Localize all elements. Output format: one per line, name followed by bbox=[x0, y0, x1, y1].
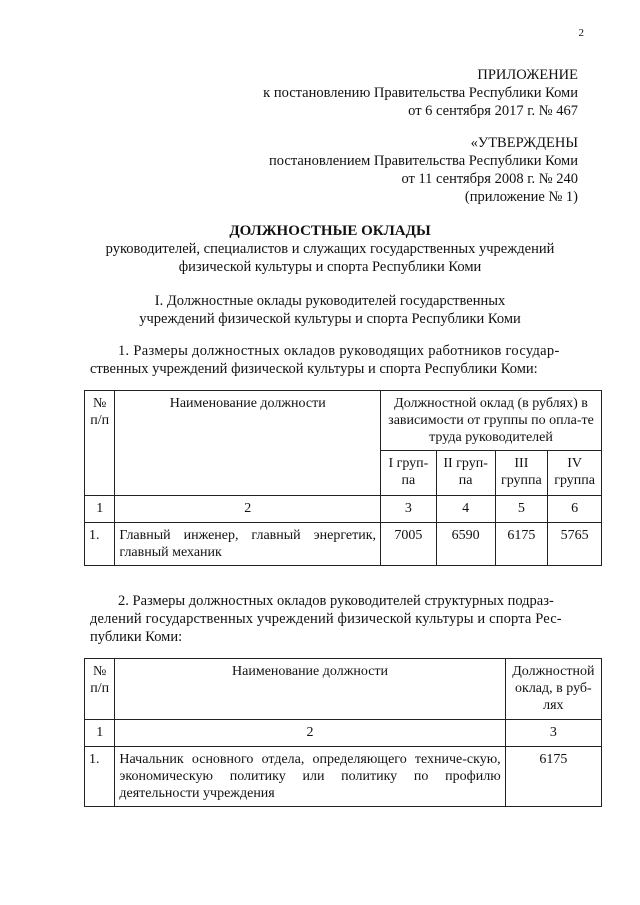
index-cell: 6 bbox=[548, 496, 602, 523]
header-salary: Должностной оклад, в руб-лях bbox=[505, 659, 601, 720]
section-1-title-2: учреждений физической культуры и спорта Республики Коми bbox=[139, 311, 521, 327]
header-position: Наименование должности bbox=[115, 659, 505, 720]
header-group-4: IV группа bbox=[548, 451, 602, 496]
approved-title: «УТВЕРЖДЕНЫ bbox=[470, 135, 578, 151]
paragraph-2-line-3: публики Коми: bbox=[90, 629, 183, 645]
row-value-group-2: 6590 bbox=[436, 523, 495, 566]
approved-line-2: от 11 сентября 2008 г. № 240 bbox=[401, 171, 578, 187]
approved-line-1: постановлением Правительства Республики Коми bbox=[269, 153, 578, 169]
document-title: ДОЛЖНОСТНЫЕ ОКЛАДЫ bbox=[229, 223, 431, 239]
index-cell: 5 bbox=[495, 496, 548, 523]
table-row bbox=[85, 747, 602, 807]
index-cell: 1 bbox=[85, 720, 115, 747]
table-department-heads bbox=[84, 658, 602, 807]
header-position: Наименование должности bbox=[115, 391, 381, 496]
document-subtitle-2: физической культуры и спорта Республики Коми bbox=[178, 259, 482, 275]
index-cell: 3 bbox=[505, 720, 601, 747]
paragraph-2-line-1: 2. Размеры должностных окладов руководителей структурных подраз- bbox=[118, 593, 554, 609]
header-group-1: I груп-па bbox=[381, 451, 437, 496]
row-value-group-1: 7005 bbox=[381, 523, 437, 566]
row-number: 1. bbox=[85, 747, 115, 807]
appendix-block bbox=[263, 66, 578, 120]
approved-line-3: (приложение № 1) bbox=[464, 189, 578, 205]
approved-block bbox=[269, 134, 578, 206]
index-cell: 3 bbox=[381, 496, 437, 523]
page-number: 2 bbox=[578, 27, 584, 39]
document-subtitle-1: руководителей, специалистов и служащих государственных учреждений bbox=[105, 241, 555, 257]
header-group-2: II груп-па bbox=[436, 451, 495, 496]
table-row bbox=[85, 523, 602, 566]
table-head-salaries bbox=[84, 390, 602, 566]
header-number: № п/п bbox=[85, 391, 115, 496]
header-salary: Должностной оклад (в рублях) в зависимости от группы по опла-те труда руководителей bbox=[381, 391, 602, 451]
row-position: Главный инженер, главный энергетик, главный механик bbox=[115, 523, 381, 566]
index-cell: 2 bbox=[115, 496, 381, 523]
index-cell: 2 bbox=[115, 720, 505, 747]
appendix-line-1: к постановлению Правительства Республики Коми bbox=[263, 85, 578, 101]
row-value: 6175 bbox=[505, 747, 601, 807]
row-value-group-4: 5765 bbox=[548, 523, 602, 566]
section-1-title-1: I. Должностные оклады руководителей государственных bbox=[154, 293, 506, 309]
table-index-row bbox=[85, 720, 602, 747]
row-value-group-3: 6175 bbox=[495, 523, 548, 566]
paragraph-1-line-1: 1. Размеры должностных окладов руководящих работников государ- bbox=[118, 343, 560, 359]
row-number: 1. bbox=[85, 523, 115, 566]
paragraph-2-line-2: делений государственных учреждений физической культуры и спорта Рес- bbox=[90, 611, 562, 627]
header-number: № п/п bbox=[85, 659, 115, 720]
table-index-row bbox=[85, 496, 602, 523]
index-cell: 4 bbox=[436, 496, 495, 523]
appendix-line-2: от 6 сентября 2017 г. № 467 bbox=[408, 103, 578, 119]
row-position: Начальник основного отдела, определяющего техниче-скую, экономическую политику или политику по профилю деятельности учреждения bbox=[115, 747, 505, 807]
paragraph-1-line-2: ственных учреждений физической культуры и спорта Республики Коми: bbox=[90, 361, 538, 377]
header-group-3: III группа bbox=[495, 451, 548, 496]
appendix-title: ПРИЛОЖЕНИЕ bbox=[477, 67, 578, 83]
index-cell: 1 bbox=[85, 496, 115, 523]
